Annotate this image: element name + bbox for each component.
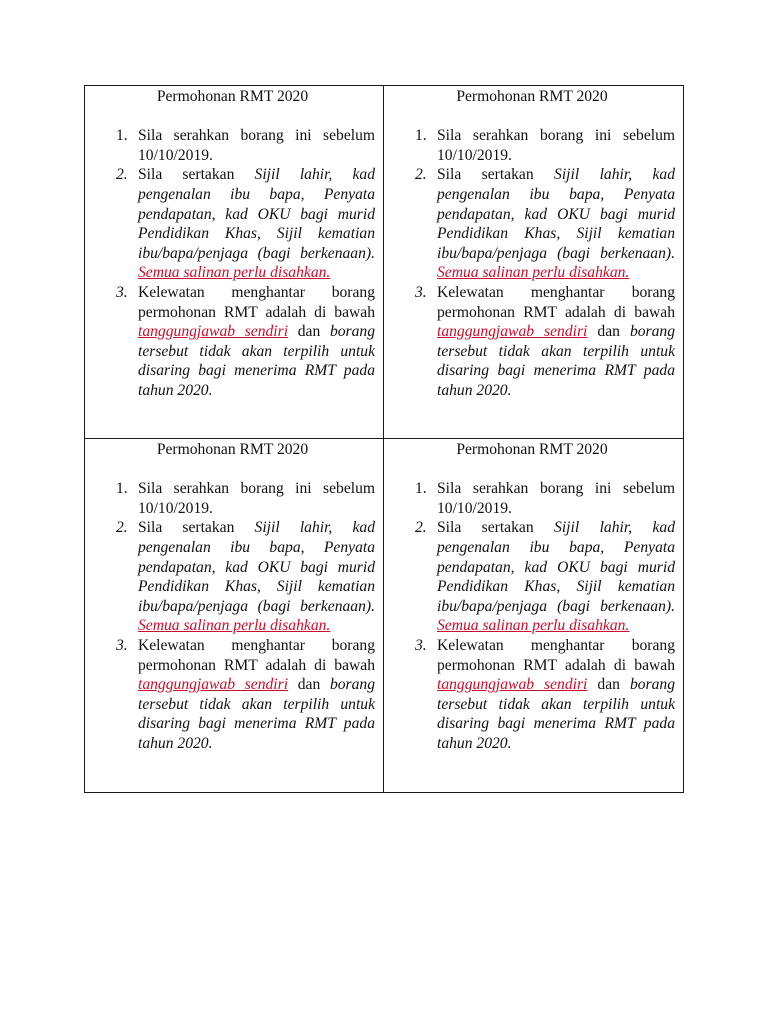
notice-cell-top-left	[85, 86, 384, 439]
notice-item-2	[391, 518, 675, 636]
notice-item-2	[391, 165, 675, 283]
notice-item-3	[391, 636, 675, 754]
item-joiner: dan	[297, 676, 330, 694]
certification-warning: Semua salinan perlu disahkan.	[138, 617, 331, 635]
required-documents: Sijil lahir, kad pengenalan ibu bapa, Penyata pendapatan, kad OKU bagi murid Pendidikan Khas, Sijil kematian ibu/bapa/penjaga (bagi berkenaan).	[437, 519, 675, 615]
certification-warning: Semua salinan perlu disahkan.	[437, 617, 630, 635]
item-number: 1.	[116, 480, 128, 498]
notice-title: Permohonan RMT 2020	[456, 88, 608, 105]
item-lead: Kelewatan menghantar borang permohonan RMT adalah di bawah	[138, 636, 375, 674]
required-documents: Sijil lahir, kad pengenalan ibu bapa, Penyata pendapatan, kad OKU bagi murid Pendidikan Khas, Sijil kematian ibu/bapa/penjaga (bagi berkenaan).	[437, 166, 675, 262]
required-documents: Sijil lahir, kad pengenalan ibu bapa, Penyata pendapatan, kad OKU bagi murid Pendidikan Khas, Sijil kematian ibu/bapa/penjaga (bagi berkenaan).	[138, 166, 375, 262]
item-joiner: dan	[297, 323, 330, 341]
consequence-text: borang tersebut tidak akan terpilih untuk disaring bagi menerima RMT pada tahun 2020.	[138, 323, 375, 399]
item-number: 1.	[116, 127, 128, 145]
item-number: 3.	[415, 636, 427, 654]
item-number: 2.	[116, 166, 128, 184]
notice-title: Permohonan RMT 2020	[156, 441, 309, 458]
notice-list	[92, 479, 375, 753]
notice-list	[92, 126, 375, 400]
notice-item-3	[92, 283, 375, 401]
item-number: 2.	[415, 166, 427, 184]
item-text: Sila serahkan borang ini sebelum 10/10/2019.	[138, 127, 375, 164]
item-lead: Sila sertakan	[437, 519, 555, 537]
notice-item-1	[391, 479, 675, 518]
item-joiner: dan	[597, 323, 630, 341]
item-joiner: dan	[597, 676, 630, 694]
item-lead: Sila sertakan	[138, 166, 255, 184]
notice-list	[391, 126, 675, 400]
item-number: 3.	[415, 283, 427, 301]
item-number: 1.	[415, 480, 427, 498]
item-number: 1.	[415, 127, 427, 145]
required-documents: Sijil lahir, kad pengenalan ibu bapa, Penyata pendapatan, kad OKU bagi murid Pendidikan Khas, Sijil kematian ibu/bapa/penjaga (bagi berkenaan).	[138, 519, 375, 615]
responsibility-phrase: tanggungjawab sendiri	[437, 323, 588, 341]
notice-item-3	[391, 283, 675, 401]
item-number: 2.	[116, 519, 128, 537]
responsibility-phrase: tanggungjawab sendiri	[138, 323, 289, 341]
notice-item-1	[391, 126, 675, 165]
item-text: Sila serahkan borang ini sebelum 10/10/2019.	[437, 480, 675, 517]
item-number: 2.	[415, 519, 427, 537]
item-number: 3.	[116, 636, 128, 654]
responsibility-phrase: tanggungjawab sendiri	[437, 676, 588, 694]
notice-cell-bottom-left	[85, 439, 384, 792]
item-text: Sila serahkan borang ini sebelum 10/10/2019.	[138, 480, 375, 517]
notice-item-3	[92, 636, 375, 754]
notice-list	[391, 479, 675, 753]
notice-item-1	[92, 479, 375, 518]
consequence-text: borang tersebut tidak akan terpilih untuk disaring bagi menerima RMT pada tahun 2020.	[138, 676, 375, 752]
responsibility-phrase: tanggungjawab sendiri	[138, 676, 289, 694]
item-text: Sila serahkan borang ini sebelum 10/10/2019.	[437, 127, 675, 164]
certification-warning: Semua salinan perlu disahkan.	[138, 264, 331, 282]
item-lead: Kelewatan menghantar borang permohonan RMT adalah di bawah	[437, 636, 675, 674]
consequence-text: borang tersebut tidak akan terpilih untuk disaring bagi menerima RMT pada tahun 2020.	[437, 676, 676, 752]
item-lead: Sila sertakan	[437, 166, 555, 184]
notice-item-2	[92, 165, 375, 283]
notice-title: Permohonan RMT 2020	[156, 88, 309, 105]
rmt-form-table	[84, 85, 684, 793]
item-lead: Kelewatan menghantar borang permohonan RMT adalah di bawah	[138, 283, 375, 321]
notice-cell-top-right	[384, 86, 683, 439]
item-lead: Kelewatan menghantar borang permohonan RMT adalah di bawah	[437, 283, 675, 321]
notice-item-2	[92, 518, 375, 636]
notice-item-1	[92, 126, 375, 165]
item-lead: Sila sertakan	[138, 519, 255, 537]
certification-warning: Semua salinan perlu disahkan.	[437, 264, 630, 282]
item-number: 3.	[116, 283, 128, 301]
notice-cell-bottom-right	[384, 439, 683, 792]
consequence-text: borang tersebut tidak akan terpilih untuk disaring bagi menerima RMT pada tahun 2020.	[437, 323, 676, 399]
notice-title: Permohonan RMT 2020	[456, 441, 608, 458]
